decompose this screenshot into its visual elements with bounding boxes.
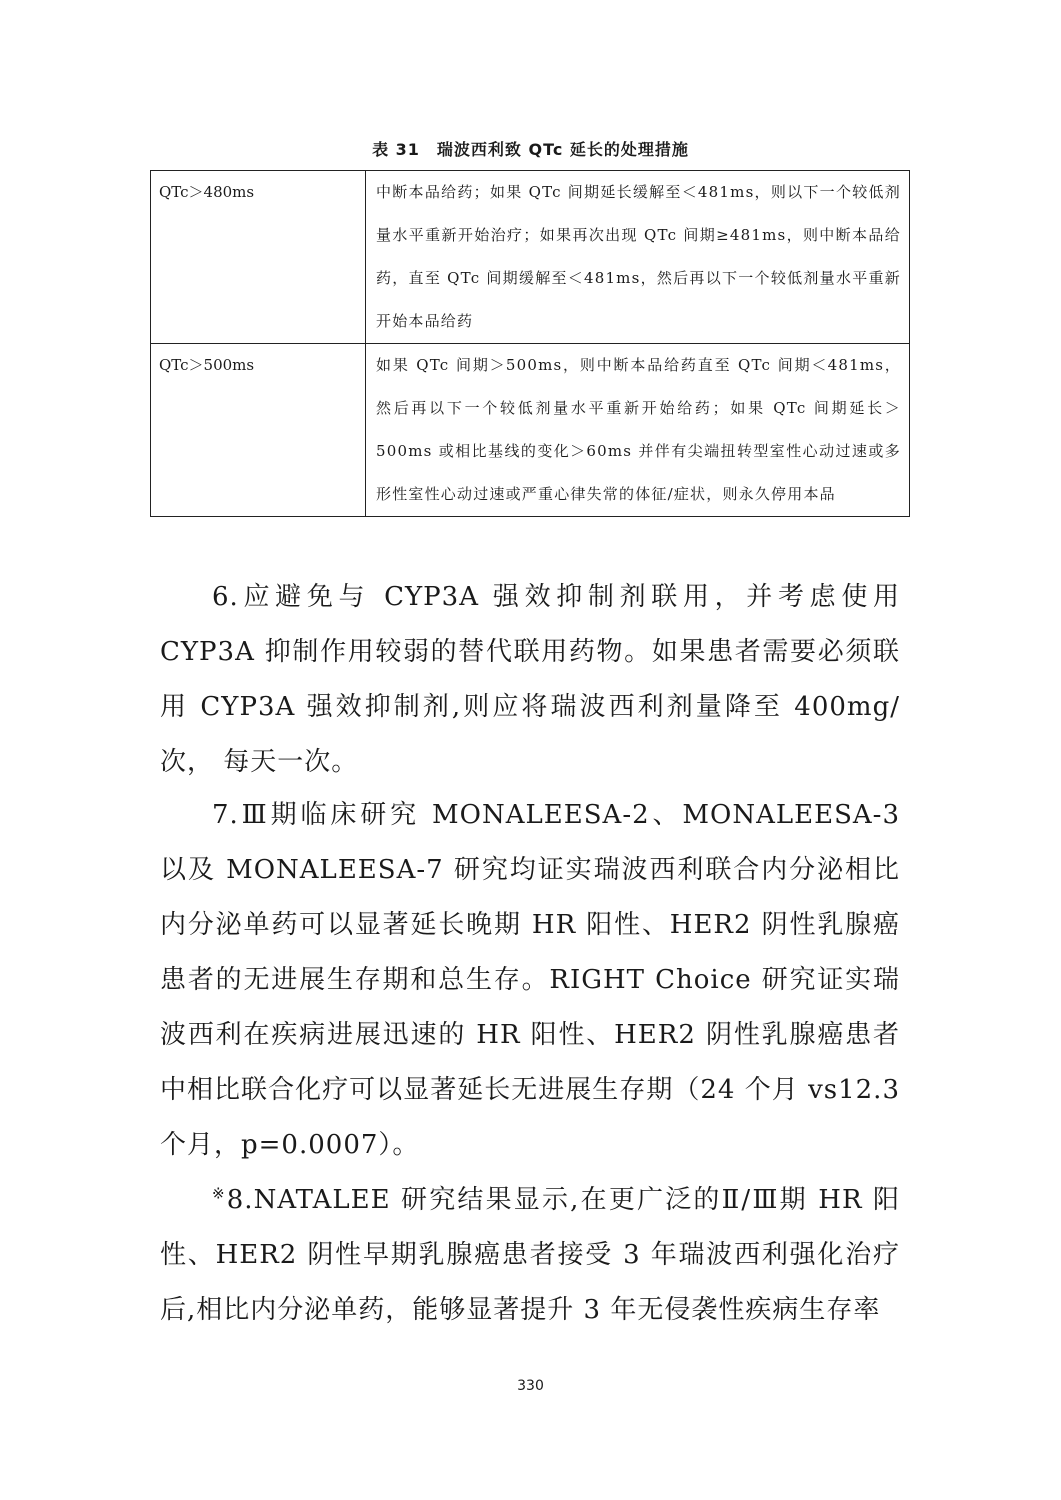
paragraph-7: 7.Ⅲ期临床研究 MONALEESA-2、MONALEESA-3 以及 MONALEESA-7 研究均证实瑞波西利联合内分泌相比内分泌单药可以显著延长晚期 HR 阳性、HER2 阴性乳腺癌患者的无进展生存期和总生存。RIGHT Choice 研究证实瑞波西利在疾病进展迅速的 HR 阳性、HER2 阴性乳腺癌患者中相比联合化疗可以显著延长无进展生存期（24 个月 vs12.3 个月，p=0.0007）。 — [160, 800, 900, 1160]
table-caption: 表 31 瑞波西利致 QTc 延长的处理措施 — [372, 140, 689, 159]
table-row — [151, 171, 910, 344]
table-row — [151, 344, 910, 517]
paragraph-8-text: 8.NATALEE 研究结果显示,在更广泛的Ⅱ/Ⅲ期 HR 阳性、HER2 阴性早期乳腺癌患者接受 3 年瑞波西利强化治疗后,相比内分泌单药，能够显著提升 3 年无侵袭性疾病生存率 — [160, 1185, 900, 1325]
table-cell-action: 中断本品给药；如果 QTc 间期延长缓解至＜481ms，则以下一个较低剂量水平重新开始治疗；如果再次出现 QTc 间期≥481ms，则中断本品给药，直至 QTc 间期缓解至＜481ms，然后再以下一个较低剂量水平重新开始本品给药 — [366, 171, 910, 344]
table-cell-condition: QTc＞480ms — [151, 171, 366, 344]
qtc-management-table — [150, 170, 910, 517]
paragraph-6: 6.应避免与 CYP3A 强效抑制剂联用，并考虑使用 CYP3A 抑制作用较弱的替代联用药物。如果患者需要必须联用 CYP3A 强效抑制剂,则应将瑞波西利剂量降至 400mg/次， 每天一次。 — [160, 582, 900, 777]
note-mark: ※ — [212, 1184, 227, 1203]
page-number: 330 — [517, 1378, 544, 1394]
table-cell-condition: QTc＞500ms — [151, 344, 366, 517]
table-cell-action: 如果 QTc 间期＞500ms，则中断本品给药直至 QTc 间期＜481ms，然后再以下一个较低剂量水平重新开始给药；如果 QTc 间期延长＞500ms 或相比基线的变化＞60ms 并伴有尖端扭转型室性心动过速或多形性室性心动过速或严重心律失常的体征/症状，则永久停用本品 — [366, 344, 910, 517]
paragraph-8 — [160, 1173, 900, 1338]
